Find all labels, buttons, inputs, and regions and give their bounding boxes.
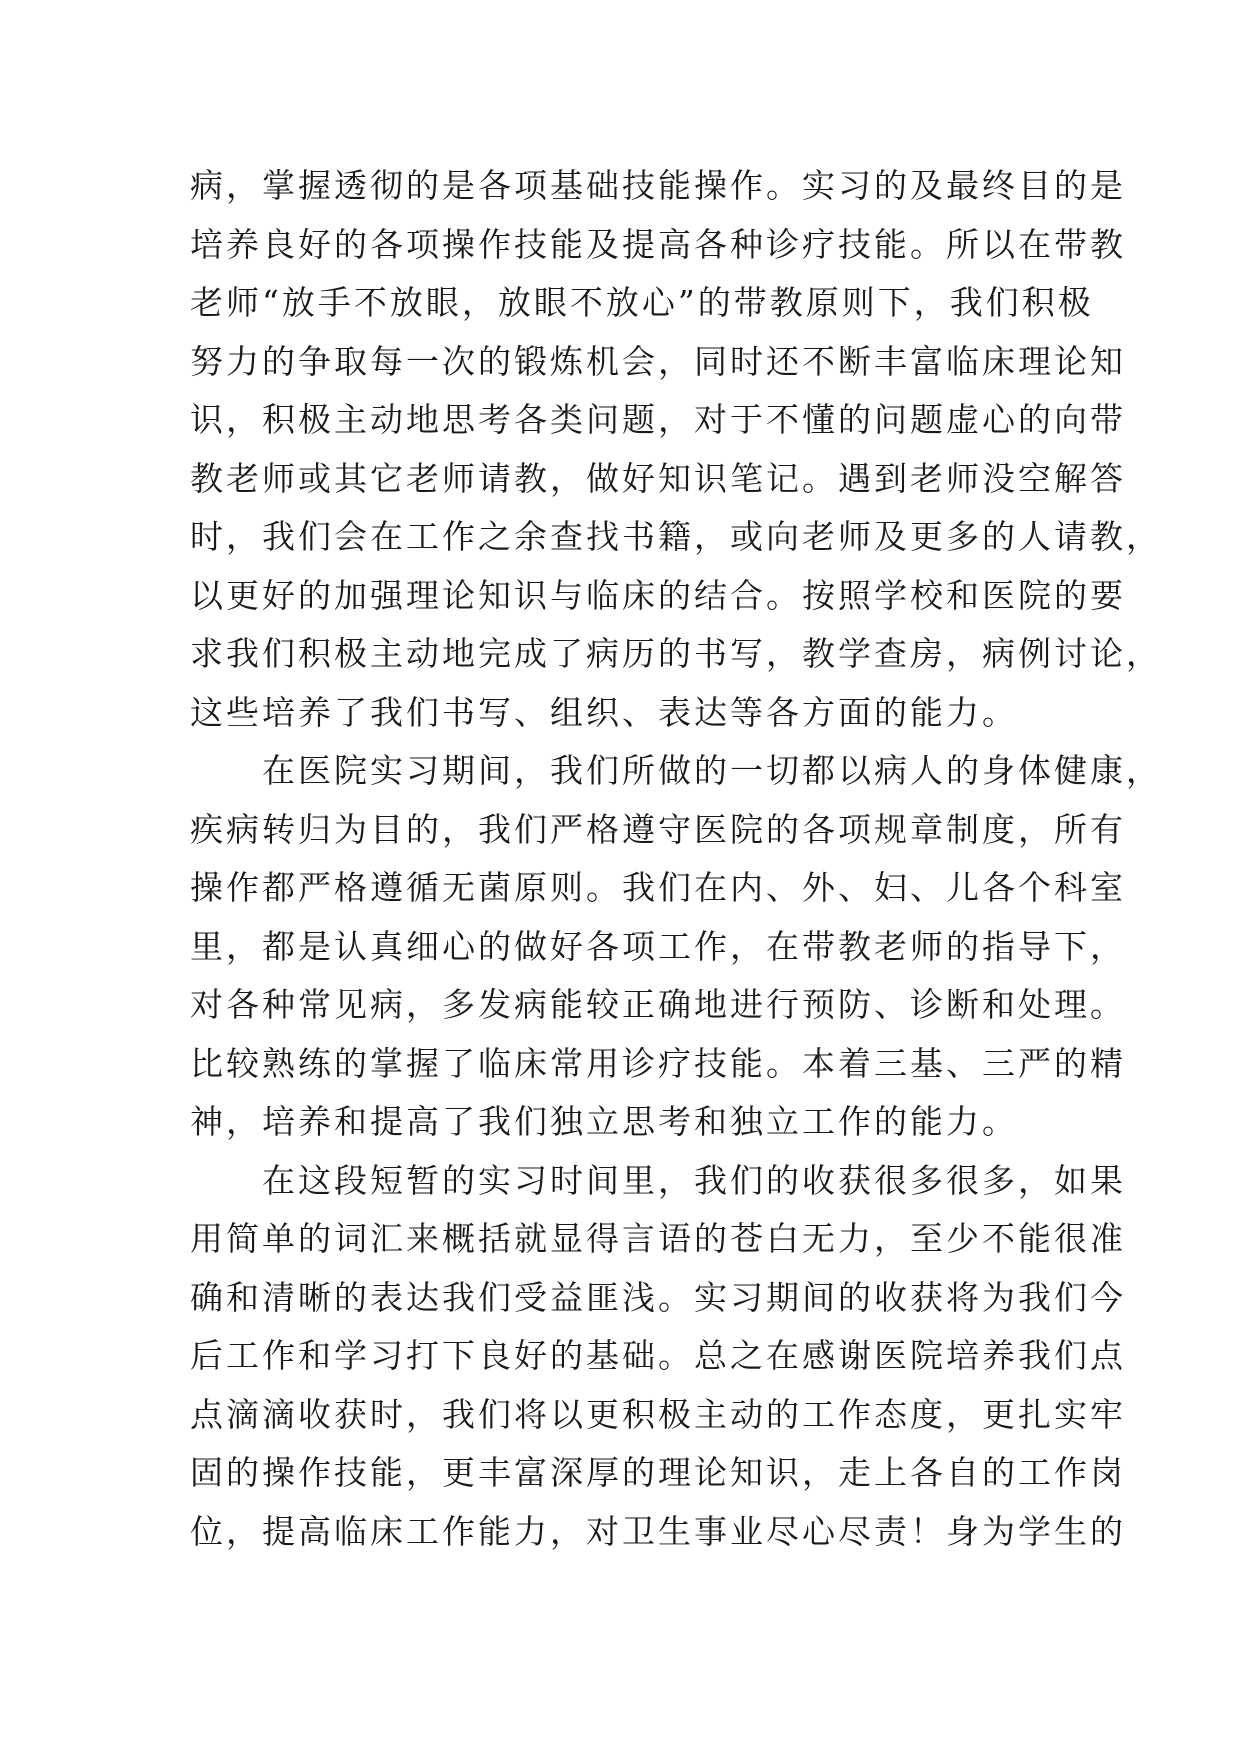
text-line: 识，积极主动地思考各类问题，对于不懂的问题虚心的向带 [190, 400, 1126, 439]
text-line: 这些培养了我们书写、组织、表达等各方面的能力。 [190, 692, 1018, 732]
body-text [190, 157, 1162, 1561]
text-line: 神，培养和提高了我们独立思考和独立工作的能力。 [190, 1102, 1018, 1141]
paragraph-start-line: 在这段短暂的实习时间里，我们的收获很多很多，如果 [262, 1160, 1126, 1200]
text-line: 老师“放手不放眼，放眼不放心”的带教原则下，我们积极 [190, 283, 1094, 322]
text-line: 病，掌握透彻的是各项基础技能操作。实习的及最终目的是 [190, 166, 1126, 205]
text-line: 固的操作技能，更丰富深厚的理论知识，走上各自的工作岗 [190, 1453, 1126, 1492]
text-line: 时，我们会在工作之余查找书籍，或向老师及更多的人请教， [190, 517, 1162, 556]
paragraph-start-line: 在医院实习期间，我们所做的一切都以病人的身体健康， [262, 751, 1162, 790]
text-line: 对各种常见病，多发病能较正确地进行预防、诊断和处理。 [190, 985, 1126, 1024]
text-line: 确和清晰的表达我们受益匪浅。实习期间的收获将为我们今 [190, 1277, 1126, 1317]
text-line: 用简单的词汇来概括就显得言语的苍白无力，至少不能很准 [190, 1219, 1126, 1258]
text-line: 教老师或其它老师请教，做好知识笔记。遇到老师没空解答 [190, 458, 1126, 498]
text-line: 努力的争取每一次的锻炼机会，同时还不断丰富临床理论知 [190, 341, 1126, 381]
text-line: 位，提高临床工作能力，对卫生事业尽心尽责！身为学生的 [190, 1511, 1126, 1551]
text-line: 后工作和学习打下良好的基础。总之在感谢医院培养我们点 [190, 1336, 1126, 1375]
text-line: 求我们积极主动地完成了病历的书写，教学查房，病例讨论， [190, 634, 1162, 673]
text-line: 以更好的加强理论知识与临床的结合。按照学校和医院的要 [190, 575, 1126, 615]
text-line: 点滴滴收获时，我们将以更积极主动的工作态度，更扎实牢 [190, 1394, 1126, 1434]
text-line: 比较熟练的掌握了临床常用诊疗技能。本着三基、三严的精 [190, 1043, 1126, 1083]
text-line: 疾病转归为目的，我们严格遵守医院的各项规章制度，所有 [190, 809, 1126, 849]
text-line: 操作都严格遵循无菌原则。我们在内、外、妇、儿各个科室 [190, 868, 1126, 907]
text-line: 里，都是认真细心的做好各项工作，在带教老师的指导下， [190, 926, 1126, 966]
text-line: 培养良好的各项操作技能及提高各种诊疗技能。所以在带教 [190, 224, 1126, 264]
